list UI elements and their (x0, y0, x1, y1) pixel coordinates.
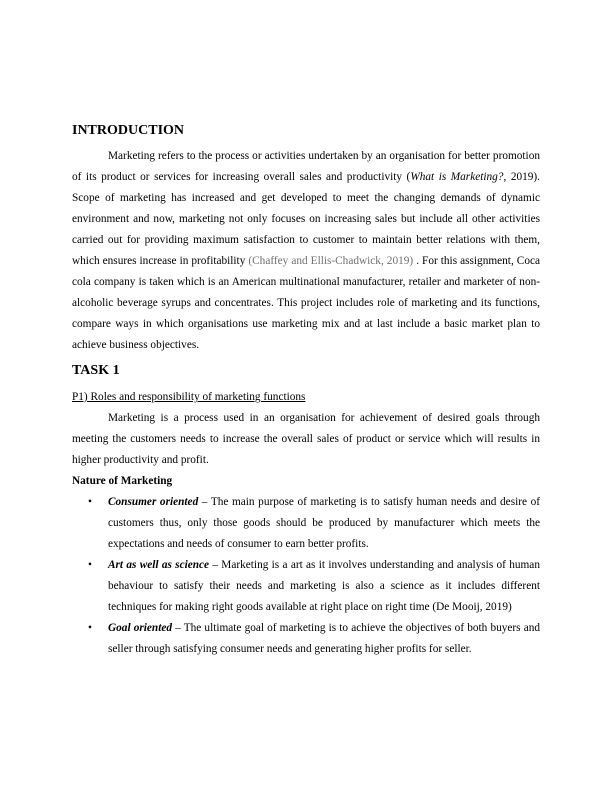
introduction-paragraph (72, 146, 540, 356)
intro-text-1: Marketing refers to the process or activities undertaken by an organisation for better promotion of its product or services for increasing overall sales and productivity ( (72, 150, 540, 183)
task1-heading: TASK 1 (72, 363, 120, 378)
bullet-text: – The main purpose of marketing is to satisfy human needs and desire of customers thus, only those goods should be produced by manufacturer which meets the expectations and needs of consumer to earn better profits. (108, 496, 540, 550)
nature-list (72, 492, 540, 660)
list-item (72, 492, 540, 555)
task1-paragraph: Marketing is a process used in an organisation for achievement of desired goals through meeting the customers needs to increase the overall sales of product or service which will results in higher productivity and profit. (72, 412, 540, 466)
bullet-text: – The ultimate goal of marketing is to achieve the objectives of both buyers and seller through satisfying consumer needs and generating higher profits for seller. (108, 622, 541, 655)
bullet-text: – Marketing is a art as it involves understanding and analysis of human behaviour to satisfy their needs and marketing is also a science as it includes different techniques for making right goods available at right place on right time (De Mooij, 2019) (108, 559, 540, 613)
bullet-icon: • (88, 559, 92, 571)
task1-subheading: P1) Roles and responsibility of marketing functions (72, 391, 306, 403)
bullet-icon: • (88, 622, 92, 634)
intro-citation-2: (Chaffey and Ellis-Chadwick, 2019) (248, 255, 414, 267)
document-page (72, 121, 540, 660)
bullet-term: Goal oriented (108, 622, 173, 634)
intro-citation-title: What is Marketing? (410, 171, 504, 183)
introduction-heading: INTRODUCTION (72, 123, 185, 138)
intro-text-2: , 2019). Scope of marketing has increased and get developed to meet the changing demands of dynamic environment and now, marketing not only focuses on increasing sales but include all other activities carried out for providing maximum satisfaction to customer to maintain better relations with them, which ensures increase in profitability (72, 171, 540, 267)
bullet-term: Consumer oriented (108, 496, 199, 508)
list-item (72, 555, 540, 618)
bullet-term: Art as well as science (108, 559, 210, 571)
bullet-icon: • (88, 496, 92, 508)
nature-heading: Nature of Marketing (72, 475, 173, 487)
intro-text-3: . For this assignment, Coca cola company is taken which is an American multinational manufacturer, retailer and marketer of non-alcoholic beverage syrups and concentrates. This project includes role of marketing and its functions, compare ways in which organisations use marketing mix and at last include a basic market plan to achieve business objectives. (72, 255, 541, 351)
list-item (72, 618, 540, 660)
